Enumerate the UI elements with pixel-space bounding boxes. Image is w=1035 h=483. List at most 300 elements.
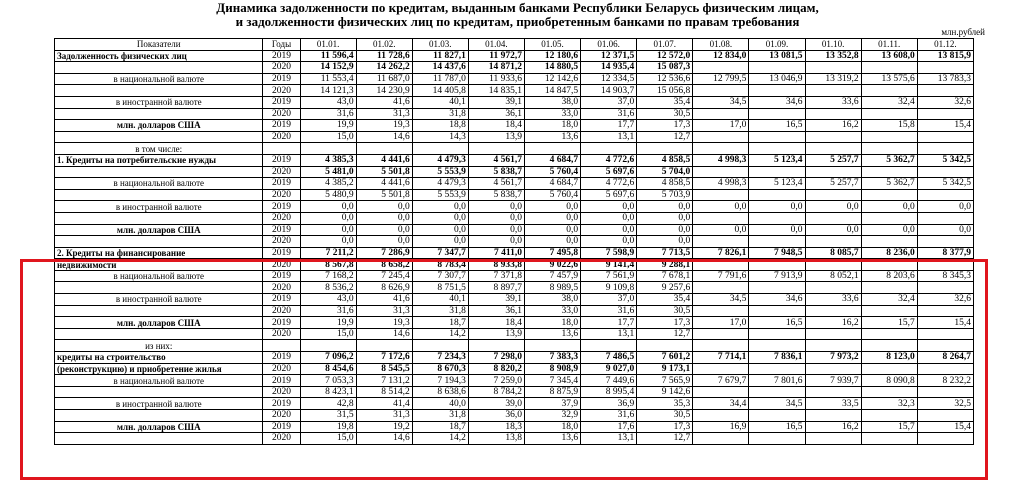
table-cell: 4 772,6 (581, 154, 637, 166)
table-cell: 17,0 (693, 317, 749, 329)
table-cell (749, 236, 805, 248)
row-year: 2019 (263, 201, 300, 213)
table-cell (917, 259, 973, 271)
table-cell: 30,5 (637, 108, 693, 120)
row-label (55, 131, 263, 143)
row-label: в иностранной валюте (55, 201, 263, 213)
table-cell: 14 847,5 (524, 85, 580, 97)
table-row (55, 120, 974, 132)
table-cell: 8 989,5 (524, 282, 580, 294)
table-cell: 5 501,8 (356, 166, 412, 178)
table-cell: 9 142,6 (637, 386, 693, 398)
table-cell: 17,7 (581, 120, 637, 132)
table-cell: 16,5 (749, 120, 805, 132)
table-cell (693, 410, 749, 422)
table-cell (693, 433, 749, 445)
table-cell (805, 212, 861, 224)
table-row (55, 85, 974, 97)
table-cell (917, 212, 973, 224)
table-cell: 43,0 (300, 294, 356, 306)
table-cell: 0,0 (917, 201, 973, 213)
table-cell (861, 212, 917, 224)
title-line-2: и задолженности физических лиц по кредитам, приобретенным банками по правам требования (235, 14, 800, 29)
table-cell: 8 933,8 (468, 259, 524, 271)
table-cell: 19,3 (356, 317, 412, 329)
row-year: 2020 (263, 386, 300, 398)
table-cell: 41,6 (356, 294, 412, 306)
row-year: 2020 (263, 259, 300, 271)
table-cell: 4 772,6 (581, 178, 637, 190)
table-cell (356, 143, 412, 155)
table-cell (917, 305, 973, 317)
table-cell: 13 815,9 (917, 50, 973, 62)
table-cell: 8 264,7 (917, 352, 973, 364)
header-date: 01.02. (356, 39, 412, 51)
table-cell: 5 501,8 (356, 189, 412, 201)
row-year (263, 340, 300, 352)
table-cell: 0,0 (468, 201, 524, 213)
table-cell: 0,0 (861, 224, 917, 236)
table-cell: 40,0 (412, 398, 468, 410)
table-cell: 16,2 (805, 120, 861, 132)
row-label (55, 166, 263, 178)
table-cell: 0,0 (300, 212, 356, 224)
header-years: Годы (263, 39, 300, 51)
table-row (55, 363, 974, 375)
table-cell: 7 939,7 (805, 375, 861, 387)
table-cell: 18,3 (468, 421, 524, 433)
row-year: 2019 (263, 270, 300, 282)
table-cell: 33,6 (805, 294, 861, 306)
table-cell: 4 561,7 (468, 154, 524, 166)
table-cell: 0,0 (524, 212, 580, 224)
table-cell: 0,0 (300, 236, 356, 248)
table-cell: 4 441,6 (356, 178, 412, 190)
table-cell (412, 143, 468, 155)
table-cell: 8 995,4 (581, 386, 637, 398)
table-cell: 19,9 (300, 317, 356, 329)
table-cell: 7 131,2 (356, 375, 412, 387)
table-cell: 34,4 (693, 398, 749, 410)
table-row (55, 96, 974, 108)
table-cell: 13,9 (468, 328, 524, 340)
table-cell: 36,9 (581, 398, 637, 410)
table-cell: 13,1 (581, 328, 637, 340)
table-cell: 11 787,0 (412, 73, 468, 85)
row-year: 2020 (263, 131, 300, 143)
row-year: 2020 (263, 189, 300, 201)
row-year: 2019 (263, 73, 300, 85)
table-cell: 31,3 (356, 305, 412, 317)
table-cell: 15,7 (861, 317, 917, 329)
table-cell: 19,8 (300, 421, 356, 433)
table-cell: 7 713,5 (637, 247, 693, 259)
table-cell: 32,4 (861, 294, 917, 306)
row-label (55, 85, 263, 97)
table-cell: 17,6 (581, 421, 637, 433)
table-cell: 5 553,9 (412, 166, 468, 178)
table-cell: 8 514,2 (356, 386, 412, 398)
table-cell: 14 405,8 (412, 85, 468, 97)
row-label (55, 108, 263, 120)
table-cell (861, 108, 917, 120)
row-label (55, 282, 263, 294)
table-cell: 37,0 (581, 294, 637, 306)
table-cell: 18,0 (524, 317, 580, 329)
row-label: в том числе: (55, 143, 263, 155)
table-cell: 31,6 (581, 410, 637, 422)
row-label (55, 433, 263, 445)
table-cell (861, 62, 917, 74)
table-cell: 39,1 (468, 96, 524, 108)
row-label: в национальной валюте (55, 178, 263, 190)
table-cell: 13 608,0 (861, 50, 917, 62)
table-cell: 0,0 (749, 201, 805, 213)
table-cell (468, 340, 524, 352)
header-date: 01.12. (917, 39, 973, 51)
table-cell: 14,3 (412, 131, 468, 143)
table-row (55, 73, 974, 85)
table-cell: 0,0 (356, 236, 412, 248)
row-label: недвижимости (55, 259, 263, 271)
table-cell: 7 383,3 (524, 352, 580, 364)
table-cell: 41,4 (356, 398, 412, 410)
table-row (55, 50, 974, 62)
table-cell (749, 433, 805, 445)
table-cell: 14 262,2 (356, 62, 412, 74)
table-cell (805, 108, 861, 120)
table-cell: 13 081,5 (749, 50, 805, 62)
table-cell: 9 027,0 (581, 363, 637, 375)
row-label: из них: (55, 340, 263, 352)
table-cell: 0,0 (861, 201, 917, 213)
table-cell (917, 236, 973, 248)
table-row (55, 224, 974, 236)
table-cell: 16,5 (749, 317, 805, 329)
table-cell (861, 85, 917, 97)
table-cell: 14,2 (412, 433, 468, 445)
table-cell: 33,6 (805, 96, 861, 108)
table-cell: 8 423,1 (300, 386, 356, 398)
table-row (55, 201, 974, 213)
table-row (55, 433, 974, 445)
table-cell (749, 305, 805, 317)
table-cell: 4 385,3 (300, 154, 356, 166)
row-year: 2020 (263, 108, 300, 120)
table-cell (861, 259, 917, 271)
table-cell: 12 142,6 (524, 73, 580, 85)
table-cell: 35,4 (637, 96, 693, 108)
table-cell: 5 553,9 (412, 189, 468, 201)
table-row (55, 386, 974, 398)
table-cell: 40,1 (412, 96, 468, 108)
table-cell: 5 257,7 (805, 178, 861, 190)
row-label (55, 236, 263, 248)
table-cell: 0,0 (637, 224, 693, 236)
table-cell: 17,7 (581, 317, 637, 329)
table-cell: 40,1 (412, 294, 468, 306)
table-cell: 18,0 (524, 120, 580, 132)
table-cell (693, 340, 749, 352)
table-cell (917, 328, 973, 340)
table-cell: 9 141,4 (581, 259, 637, 271)
table-cell (637, 143, 693, 155)
table-cell: 0,0 (412, 201, 468, 213)
units-note: млн.рублей (941, 27, 985, 37)
table-cell: 5 838,7 (468, 166, 524, 178)
table-cell: 14,6 (356, 131, 412, 143)
table-cell: 5 697,6 (581, 166, 637, 178)
table-cell (693, 363, 749, 375)
table-cell (749, 131, 805, 143)
table-cell (861, 131, 917, 143)
row-year: 2019 (263, 120, 300, 132)
table-cell (917, 62, 973, 74)
header-date: 01.08. (693, 39, 749, 51)
table-cell: 11 827,1 (412, 50, 468, 62)
header-row (55, 39, 974, 51)
table-cell (749, 328, 805, 340)
table-cell: 7 371,8 (468, 270, 524, 282)
table-cell (468, 143, 524, 155)
table-cell (917, 143, 973, 155)
table-cell: 12 371,5 (581, 50, 637, 62)
table-cell (749, 410, 805, 422)
table-cell: 30,5 (637, 305, 693, 317)
table-cell: 39,1 (468, 294, 524, 306)
row-year: 2019 (263, 50, 300, 62)
table-row (55, 375, 974, 387)
table-cell: 0,0 (468, 212, 524, 224)
table-cell (861, 236, 917, 248)
table-cell: 7 679,7 (693, 375, 749, 387)
row-year: 2019 (263, 375, 300, 387)
table-cell (805, 259, 861, 271)
table-cell: 5 123,4 (749, 178, 805, 190)
table-cell: 13 046,9 (749, 73, 805, 85)
table-row (55, 108, 974, 120)
table-cell: 15,7 (861, 421, 917, 433)
table-cell: 0,0 (524, 236, 580, 248)
table-cell: 14 152,9 (300, 62, 356, 74)
header-date: 01.09. (749, 39, 805, 51)
table-cell (581, 340, 637, 352)
table-cell: 7 801,6 (749, 375, 805, 387)
table-cell (749, 386, 805, 398)
table-cell: 7 411,0 (468, 247, 524, 259)
table-cell: 4 385,2 (300, 178, 356, 190)
table-cell: 41,6 (356, 96, 412, 108)
row-year: 2019 (263, 421, 300, 433)
table-cell: 31,5 (300, 410, 356, 422)
table-cell (524, 143, 580, 155)
table-cell: 4 684,7 (524, 178, 580, 190)
table-cell: 11 596,4 (300, 50, 356, 62)
table-cell: 17,3 (637, 421, 693, 433)
table-cell: 7 211,2 (300, 247, 356, 259)
row-year: 2020 (263, 212, 300, 224)
table-cell: 7 561,9 (581, 270, 637, 282)
table-cell (861, 433, 917, 445)
table-cell: 33,0 (524, 108, 580, 120)
table-cell: 13 783,3 (917, 73, 973, 85)
table-row (55, 131, 974, 143)
table-cell: 13,1 (581, 131, 637, 143)
row-year: 2019 (263, 96, 300, 108)
table-cell (749, 85, 805, 97)
table-row (55, 143, 974, 155)
table-cell: 8 345,3 (917, 270, 973, 282)
table-cell (861, 386, 917, 398)
table-cell: 8 897,7 (468, 282, 524, 294)
table-cell: 9 257,6 (637, 282, 693, 294)
table-cell (693, 189, 749, 201)
table-cell: 5 838,7 (468, 189, 524, 201)
table-cell (693, 108, 749, 120)
table-cell: 8 783,4 (412, 259, 468, 271)
table-cell: 37,0 (581, 96, 637, 108)
table-cell: 11 933,6 (468, 73, 524, 85)
table-cell: 8 545,5 (356, 363, 412, 375)
table-cell: 11 687,0 (356, 73, 412, 85)
table-cell (805, 386, 861, 398)
table-cell (805, 189, 861, 201)
table-cell: 8 875,9 (524, 386, 580, 398)
table-cell: 19,3 (356, 120, 412, 132)
table-cell: 7 234,3 (412, 352, 468, 364)
table-cell: 34,5 (693, 96, 749, 108)
table-cell (749, 189, 805, 201)
table-cell (917, 363, 973, 375)
table-cell: 8 203,6 (861, 270, 917, 282)
table-cell (749, 62, 805, 74)
row-year (263, 143, 300, 155)
table-cell: 7 836,1 (749, 352, 805, 364)
table-cell (749, 340, 805, 352)
row-label: 1. Кредиты на потребительские нужды (55, 154, 263, 166)
table-cell: 14 903,7 (581, 85, 637, 97)
row-year: 2019 (263, 154, 300, 166)
row-label: в национальной валюте (55, 73, 263, 85)
table-cell: 0,0 (637, 236, 693, 248)
table-cell: 15,4 (917, 421, 973, 433)
table-cell (693, 328, 749, 340)
row-year: 2019 (263, 178, 300, 190)
table-cell (917, 189, 973, 201)
table-cell: 12 180,6 (524, 50, 580, 62)
table-cell: 4 684,7 (524, 154, 580, 166)
table-cell (300, 340, 356, 352)
table-cell: 0,0 (693, 224, 749, 236)
table-cell (917, 433, 973, 445)
table-cell: 18,8 (412, 120, 468, 132)
table-cell (693, 305, 749, 317)
table-cell: 34,6 (749, 96, 805, 108)
table-row (55, 352, 974, 364)
table-cell: 5 481,0 (300, 166, 356, 178)
table-cell: 0,0 (581, 224, 637, 236)
table-cell: 5 362,7 (861, 178, 917, 190)
table-cell: 36,0 (468, 410, 524, 422)
table-cell: 8 536,2 (300, 282, 356, 294)
table-row (55, 282, 974, 294)
table-cell: 8 670,3 (412, 363, 468, 375)
table-cell (693, 282, 749, 294)
row-label: млн. долларов США (55, 224, 263, 236)
table-cell: 17,3 (637, 317, 693, 329)
table-cell: 7 168,2 (300, 270, 356, 282)
table-cell: 0,0 (805, 201, 861, 213)
table-cell (805, 305, 861, 317)
table-cell: 32,6 (917, 96, 973, 108)
table-cell: 7 347,7 (412, 247, 468, 259)
table-cell (805, 85, 861, 97)
table-cell: 5 703,9 (637, 189, 693, 201)
table-cell (749, 212, 805, 224)
table-cell (861, 282, 917, 294)
table-cell: 16,2 (805, 317, 861, 329)
table-cell: 7 053,3 (300, 375, 356, 387)
table-cell: 0,0 (356, 201, 412, 213)
table-cell: 31,6 (300, 108, 356, 120)
table-cell: 34,5 (693, 294, 749, 306)
table-row (55, 236, 974, 248)
table-cell (917, 410, 973, 422)
table-cell (917, 282, 973, 294)
table-cell (300, 143, 356, 155)
row-year: 2020 (263, 282, 300, 294)
table-cell: 7 298,0 (468, 352, 524, 364)
table-cell (917, 386, 973, 398)
table-cell: 11 553,4 (300, 73, 356, 85)
table-cell: 15,0 (300, 131, 356, 143)
table-cell: 7 601,2 (637, 352, 693, 364)
table-cell: 7 172,6 (356, 352, 412, 364)
header-date: 01.04. (468, 39, 524, 51)
table-cell: 8 454,6 (300, 363, 356, 375)
table-cell (861, 410, 917, 422)
table-cell (581, 143, 637, 155)
table-cell: 17,3 (637, 120, 693, 132)
header-date: 01.11. (861, 39, 917, 51)
table-cell: 12 799,5 (693, 73, 749, 85)
table-cell: 7 245,4 (356, 270, 412, 282)
row-label: (реконструкцию) и приобретение жилья (55, 363, 263, 375)
table-row (55, 178, 974, 190)
table-row (55, 398, 974, 410)
table-cell: 0,0 (637, 201, 693, 213)
table-cell: 0,0 (524, 224, 580, 236)
table-cell: 33,5 (805, 398, 861, 410)
table-cell: 14 230,9 (356, 85, 412, 97)
table-cell: 32,9 (524, 410, 580, 422)
table-cell: 0,0 (524, 201, 580, 213)
table-cell: 13 319,2 (805, 73, 861, 85)
row-year: 2020 (263, 85, 300, 97)
table-cell (356, 340, 412, 352)
row-label (55, 189, 263, 201)
table-cell: 7 286,9 (356, 247, 412, 259)
table-cell: 0,0 (412, 236, 468, 248)
table-row (55, 154, 974, 166)
table-cell: 8 626,9 (356, 282, 412, 294)
table-cell: 34,6 (749, 294, 805, 306)
table-cell: 18,4 (468, 317, 524, 329)
table-cell: 15,4 (917, 317, 973, 329)
header-indicators: Показатели (55, 39, 263, 51)
row-year: 2019 (263, 247, 300, 259)
header-date: 01.10. (805, 39, 861, 51)
